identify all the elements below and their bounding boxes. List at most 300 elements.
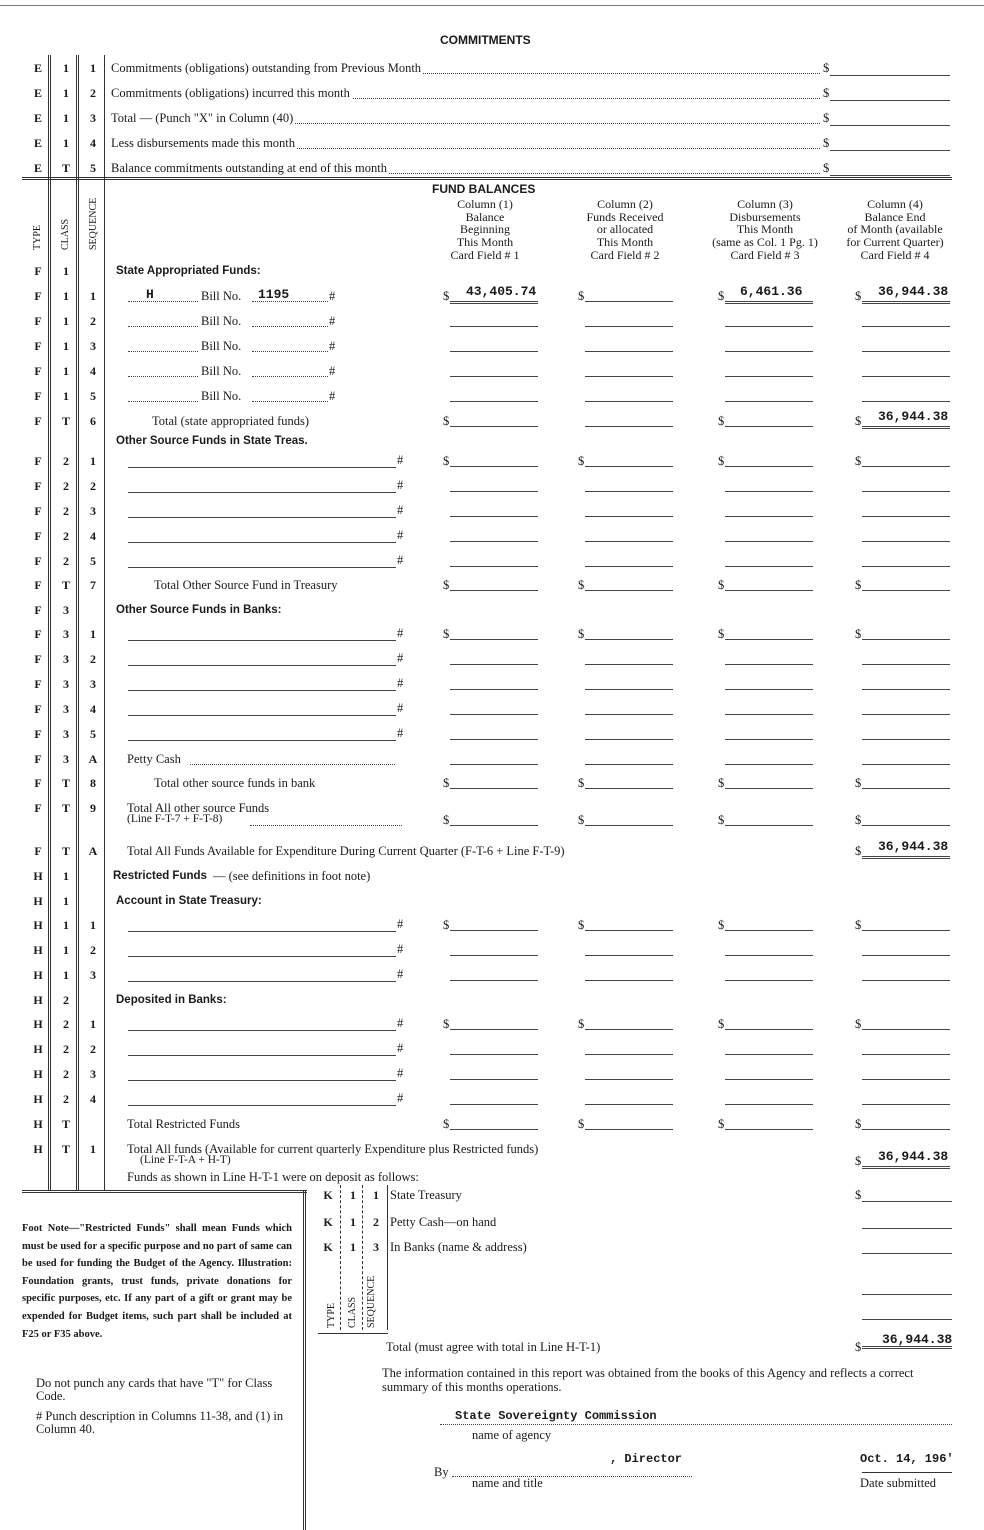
code-class: T [61,161,70,175]
amount-field-col4[interactable] [862,966,950,981]
code-type: E [33,86,42,100]
code-seq: 6 [90,414,96,428]
code-seq: 1 [90,1142,96,1156]
code-class: 1 [63,264,69,278]
hash-mark: # [397,528,404,542]
row-label: Petty Cash [127,752,181,766]
amount-field-col3[interactable] [725,625,813,640]
amount-field-col2[interactable] [585,675,673,690]
code-class: 2 [63,1042,69,1056]
amount-field-col4[interactable] [862,625,950,640]
code-class: T [61,414,70,428]
code-type: K [323,1240,333,1254]
amount-field-col1[interactable] [450,1115,538,1130]
amount-field-col3[interactable] [725,941,813,956]
fund-source-line [128,289,198,302]
amount-field-col1[interactable] [450,725,538,740]
dollar-sign: $ [855,289,862,303]
code-type: F [34,504,42,518]
amount-field-col3[interactable] [725,966,813,981]
code-type: F [34,776,42,790]
amount-field-col1[interactable] [450,966,538,981]
hash-mark: # [397,651,404,665]
description-line [128,528,396,543]
hash-mark: # [397,942,404,956]
amount-field-col3[interactable] [725,725,813,740]
code-class: 3 [63,603,69,617]
amount-field-col1[interactable] [450,502,538,517]
code-header: CLASS [60,218,71,250]
hash-mark: # [397,917,404,931]
code-type: F [34,652,42,666]
code-class: 2 [63,529,69,543]
code-class: 1 [63,136,69,150]
dollar-sign: $ [443,454,450,468]
amount-field-col2[interactable] [585,576,673,591]
code-seq: 1 [90,918,96,932]
code-class: 1 [63,289,69,303]
code-type: F [34,603,42,617]
amount-field-col3[interactable] [725,312,813,327]
hash-mark: # [329,339,336,353]
amount-field-col3[interactable] [725,362,813,377]
code-type: F [34,578,42,592]
bill-number-line [252,339,328,352]
date-line [862,1472,952,1473]
amount-field-col4[interactable] [862,1040,950,1055]
amount-field-col2[interactable] [585,502,673,517]
commitment-amount-field[interactable] [830,136,950,151]
amount-field-col2[interactable] [585,287,673,302]
code-type: F [34,752,42,766]
deposit-total-label: Total (must agree with total in Line H-T-1) [386,1340,601,1354]
commitment-amount-field[interactable] [830,161,950,176]
code-col-line [104,55,105,1190]
amount-field-col4[interactable] [862,387,950,402]
code-seq: 5 [90,161,96,175]
section-heading: Deposited in Banks: [116,994,227,1006]
hash-mark: # [329,289,336,303]
commitment-amount-field[interactable] [830,61,950,76]
code-seq: 8 [90,776,96,790]
amount-field-col1[interactable] [450,452,538,467]
dollar-sign: $ [855,776,862,790]
amount-field-col1[interactable] [450,811,538,826]
section-heading: State Appropriated Funds: [116,265,261,277]
amount-field-col4[interactable] [862,1090,950,1105]
deposit-amount-field [862,1280,952,1295]
code-class: T [61,1142,70,1156]
amount-field-col1[interactable] [450,750,538,765]
fund-source: H [146,287,154,302]
amount-field-col4[interactable] [862,502,950,517]
hash-mark: # [397,1041,404,1055]
code-class: 1 [63,869,69,883]
amount-field-col1[interactable] [450,1015,538,1030]
commitment-amount-field[interactable] [830,86,950,101]
code-class: T [61,844,70,858]
dollar-sign: $ [443,1117,450,1131]
agency-label: name of agency [472,1428,552,1442]
code-class: 3 [63,652,69,666]
amount-field-col1[interactable] [450,576,538,591]
amount-field-col1[interactable] [450,1040,538,1055]
code-type: K [323,1188,333,1202]
column-header-4: Column (4) Balance End of Month (available for Current Quarter) Card Field # 4 [846,197,944,262]
dollar-sign: $ [443,776,450,790]
code-seq: 4 [90,136,96,150]
fund-source-line [128,314,198,327]
code-type: E [33,161,42,175]
code-seq: 5 [90,554,96,568]
deposit-code-line [387,1185,388,1330]
dollar-sign: $ [718,918,725,932]
amount-field-col2[interactable] [585,750,673,765]
row-sublabel: (Line F-T-7 + F-T-8) [127,813,223,825]
description-line [128,553,396,568]
code-class: T [61,1117,70,1131]
amount-field-col2[interactable] [585,700,673,715]
deposit-amount-field[interactable] [862,1239,952,1254]
amount-field-col3[interactable] [725,412,813,427]
heading-note: — (see definitions in foot note) [213,869,371,883]
code-type: H [33,1042,43,1056]
amount-field-col4[interactable] [862,576,950,591]
amount-field-col4[interactable] [862,750,950,765]
dollar-sign: $ [718,578,725,592]
hash-mark: # [397,676,404,690]
amount-field-col3[interactable] [725,916,813,931]
amount-field-col1[interactable] [450,700,538,715]
amount-field-col2[interactable] [585,362,673,377]
amount-field-col1[interactable] [450,552,538,567]
amount-field-col4[interactable] [862,725,950,740]
footnote-text: Foot Note—"Restricted Funds" shall mean Funds which must be used for a specific purpose and no part of same can be used for funding the Budget of the Agency. Illustration: Foundation grants, trust funds, private donations for specific purposes, etc. If any part of a gift or grant may be expended for Budget items, such part shall be included at F25 or F35 above. [22,1223,292,1340]
code-type: F [34,702,42,716]
dollar-sign: $ [578,1117,585,1131]
dollar-sign: $ [443,289,450,303]
section-heading: Other Source Funds in Banks: [116,604,282,616]
amount-field-col2[interactable] [585,966,673,981]
footnote-box-right [303,1190,306,1530]
amount-field-col3[interactable] [725,675,813,690]
amount-field-col1[interactable] [450,527,538,542]
director-title: , Director [610,1452,683,1466]
row-label: Total All other source Funds [127,801,270,815]
commitment-label: Less disbursements made this month [111,136,296,150]
amount-field-col2[interactable] [585,337,673,352]
amount-field-col2[interactable] [585,916,673,931]
amount-field-col1[interactable] [450,941,538,956]
description-line [128,942,396,957]
amount-field-col2[interactable] [585,811,673,826]
amount-field-col1[interactable] [450,412,538,427]
code-seq: 1 [90,454,96,468]
amount-field-col3[interactable] [725,650,813,665]
amount-field-col4[interactable] [862,477,950,492]
dollar-sign: $ [823,111,830,125]
amount-field-col4[interactable] [862,312,950,327]
hash-mark: # [397,553,404,567]
commitment-amount-field[interactable] [830,111,950,126]
certification-statement: The information contained in this report was obtained from the books of this Agency and reflects a correct summary of this months operations. [382,1366,914,1394]
dollar-sign: $ [443,918,450,932]
code-class: 1 [63,918,69,932]
code-class: 1 [63,61,69,75]
code-class: 2 [63,1092,69,1106]
amount-field-col1[interactable] [450,625,538,640]
description-line [128,967,396,982]
amount-field-col4[interactable] [862,916,950,931]
dollar-sign: $ [443,813,450,827]
code-class: 3 [63,702,69,716]
code-class: 2 [63,1067,69,1081]
section-divider [22,177,952,180]
code-seq: 3 [90,111,96,125]
code-seq: 3 [90,1067,96,1081]
deposit-total-value: 36,944.38 [882,1332,953,1347]
dollar-sign: $ [578,918,585,932]
amount-field-col4[interactable] [862,774,950,789]
code-col-line [48,55,51,1190]
description-line [128,626,396,641]
agency-line [440,1412,952,1425]
amount-field-col2[interactable] [585,452,673,467]
amount-field-col1[interactable] [450,337,538,352]
code-class: 1 [350,1188,356,1202]
amount-field-col1[interactable] [450,312,538,327]
amount-value: 36,944.38 [878,1149,949,1164]
code-type: F [34,314,42,328]
amount-field-col3[interactable] [725,750,813,765]
amount-field-col2[interactable] [585,774,673,789]
hash-mark: # [397,453,404,467]
amount-field-col4[interactable] [862,552,950,567]
amount-field-col4[interactable] [862,362,950,377]
amount-field-col1[interactable] [450,650,538,665]
amount-field-col3[interactable] [725,1115,813,1130]
amount-field-col1[interactable] [450,774,538,789]
code-type: F [34,479,42,493]
code-class: 2 [63,554,69,568]
amount-field-col3[interactable] [725,1040,813,1055]
amount-field-col3[interactable] [725,527,813,542]
code-class: 3 [63,627,69,641]
petty-cash-line [190,752,395,765]
code-seq: 3 [373,1240,379,1254]
amount-field-col3[interactable] [725,1015,813,1030]
amount-field-col4[interactable] [862,337,950,352]
section-heading: Account in State Treasury: [116,895,262,907]
hash-mark: # [397,726,404,740]
code-type: F [34,364,42,378]
code-type: F [34,529,42,543]
code-type: E [33,136,42,150]
code-class: 1 [63,339,69,353]
code-seq: 5 [90,727,96,741]
code-type: F [34,339,42,353]
code-seq: 2 [90,943,96,957]
amount-field-col4[interactable] [862,527,950,542]
amount-field-col1[interactable] [450,387,538,402]
code-seq: 2 [373,1215,379,1229]
amount-field-col3[interactable] [725,811,813,826]
dollar-sign: $ [823,136,830,150]
description-line [128,726,396,741]
description-line [128,1091,396,1106]
amount-field-col2[interactable] [585,1065,673,1080]
code-class: 1 [63,314,69,328]
amount-field-col2[interactable] [585,941,673,956]
amount-field-col3[interactable] [725,502,813,517]
amount-field-col2[interactable] [585,527,673,542]
amount-field-col1[interactable] [450,362,538,377]
code-header: SEQUENCE [88,197,99,250]
code-seq: 7 [90,578,96,592]
dollar-sign: $ [443,627,450,641]
amount-field-col4[interactable] [862,811,950,826]
code-seq: 3 [90,968,96,982]
section-heading: Other Source Funds in State Treas. [116,435,308,447]
dollar-sign: $ [578,578,585,592]
hash-mark: # [397,626,404,640]
dollar-sign: $ [855,578,862,592]
deposit-amount-field[interactable] [862,1187,952,1202]
code-type: H [33,1142,43,1156]
code-seq: 1 [90,1017,96,1031]
row-label: Total Restricted Funds [127,1117,241,1131]
deposit-code-line [340,1185,341,1330]
code-class: 1 [63,111,69,125]
code-seq: 3 [90,677,96,691]
hash-mark: # [397,701,404,715]
amount-field-col3[interactable] [725,576,813,591]
amount-field-col3[interactable] [725,700,813,715]
dollar-sign: $ [443,1017,450,1031]
amount-field-col3[interactable] [725,552,813,567]
amount-field-col3[interactable] [725,337,813,352]
code-class: 3 [63,677,69,691]
amount-field-col1[interactable] [450,675,538,690]
commitment-label: Commitments (obligations) incurred this month [111,86,350,100]
bill-label: Bill No. [201,389,242,403]
amount-field-col2[interactable] [585,625,673,640]
amount-field-col2[interactable] [585,312,673,327]
date-submitted-value: Oct. 14, 196' [860,1452,954,1466]
deposit-label: In Banks (name & address) [390,1240,527,1254]
deposit-intro: Funds as shown in Line H-T-1 were on deposit as follows: [127,1170,419,1184]
amount-field-col4[interactable] [862,452,950,467]
deposit-label: State Treasury [390,1188,462,1202]
code-type: H [33,1117,43,1131]
code-type: F [34,454,42,468]
code-class: 2 [63,1017,69,1031]
deposit-amount-field [862,1305,952,1320]
fund-source-line [128,364,198,377]
code-class: 1 [63,943,69,957]
code-class: 1 [63,389,69,403]
amount-field-col2[interactable] [585,387,673,402]
hash-mark: # [397,1091,404,1105]
note-punch: # Punch description in Columns 11-38, and (1) in Column 40. [36,1409,284,1436]
amount-field-col1[interactable] [450,1065,538,1080]
amount-field-col1[interactable] [450,916,538,931]
dollar-sign: $ [718,289,725,303]
amount-field-col2[interactable] [585,552,673,567]
dollar-sign: $ [718,1117,725,1131]
amount-field-col1[interactable] [450,477,538,492]
deposit-code-header: TYPE [326,1303,337,1328]
row-sublabel: (Line F-T-A + H-T) [140,1154,231,1166]
amount-field-col4[interactable] [862,650,950,665]
code-seq: 1 [373,1188,379,1202]
code-class: 2 [63,504,69,518]
amount-field-col3[interactable] [725,477,813,492]
hash-mark: # [397,503,404,517]
dollar-sign: $ [443,414,450,428]
commitment-label: Balance commitments outstanding at end of this month [111,161,387,175]
amount-field-col2[interactable] [585,412,673,427]
code-col-line [76,55,79,1190]
amount-field-col2[interactable] [585,1115,673,1130]
code-type: H [33,894,43,908]
amount-field-col4[interactable] [862,675,950,690]
description-line [128,503,396,518]
amount-field-col3[interactable] [725,1090,813,1105]
amount-field-col4[interactable] [862,1115,950,1130]
commitment-label: Total — (Punch "X" in Column (40) [111,111,294,125]
column-header-2: Column (2) Funds Received or allocated This Month Card Field # 2 [586,197,664,262]
code-seq: 2 [90,314,96,328]
amount-field-col2[interactable] [585,477,673,492]
top-border [0,5,984,6]
dollar-sign: $ [578,454,585,468]
code-type: H [33,869,43,883]
code-type: F [34,727,42,741]
amount-field-col2[interactable] [585,650,673,665]
deposit-amount-field[interactable] [862,1214,952,1229]
code-type: H [33,943,43,957]
dollar-sign: $ [855,414,862,428]
amount-field-col2[interactable] [585,1015,673,1030]
amount-field-col4[interactable] [862,1015,950,1030]
code-type: H [33,1017,43,1031]
amount-field-col3[interactable] [725,1065,813,1080]
fund-balances-title: FUND BALANCES [432,182,536,196]
amount-field-col2[interactable] [585,1040,673,1055]
code-class: 1 [63,86,69,100]
amount-field-col3[interactable] [725,387,813,402]
amount-field-col2[interactable] [585,1090,673,1105]
code-seq: 2 [90,86,96,100]
date-submitted-label: Date submitted [860,1476,937,1490]
dollar-sign: $ [855,1117,862,1131]
code-type: H [33,968,43,982]
footnote-box-top [22,1190,307,1193]
amount-field-col4[interactable] [862,941,950,956]
amount-field-col3[interactable] [725,774,813,789]
amount-field-col2[interactable] [585,725,673,740]
amount-field-col3[interactable] [725,452,813,467]
amount-field-col4[interactable] [862,1065,950,1080]
code-seq: 1 [90,61,96,75]
amount-value: 36,944.38 [878,284,949,299]
amount-field-col1[interactable] [450,1090,538,1105]
amount-field-col4[interactable] [862,700,950,715]
dollar-sign: $ [718,414,725,428]
dollar-sign: $ [578,813,585,827]
section-heading: Restricted Funds [113,870,207,882]
